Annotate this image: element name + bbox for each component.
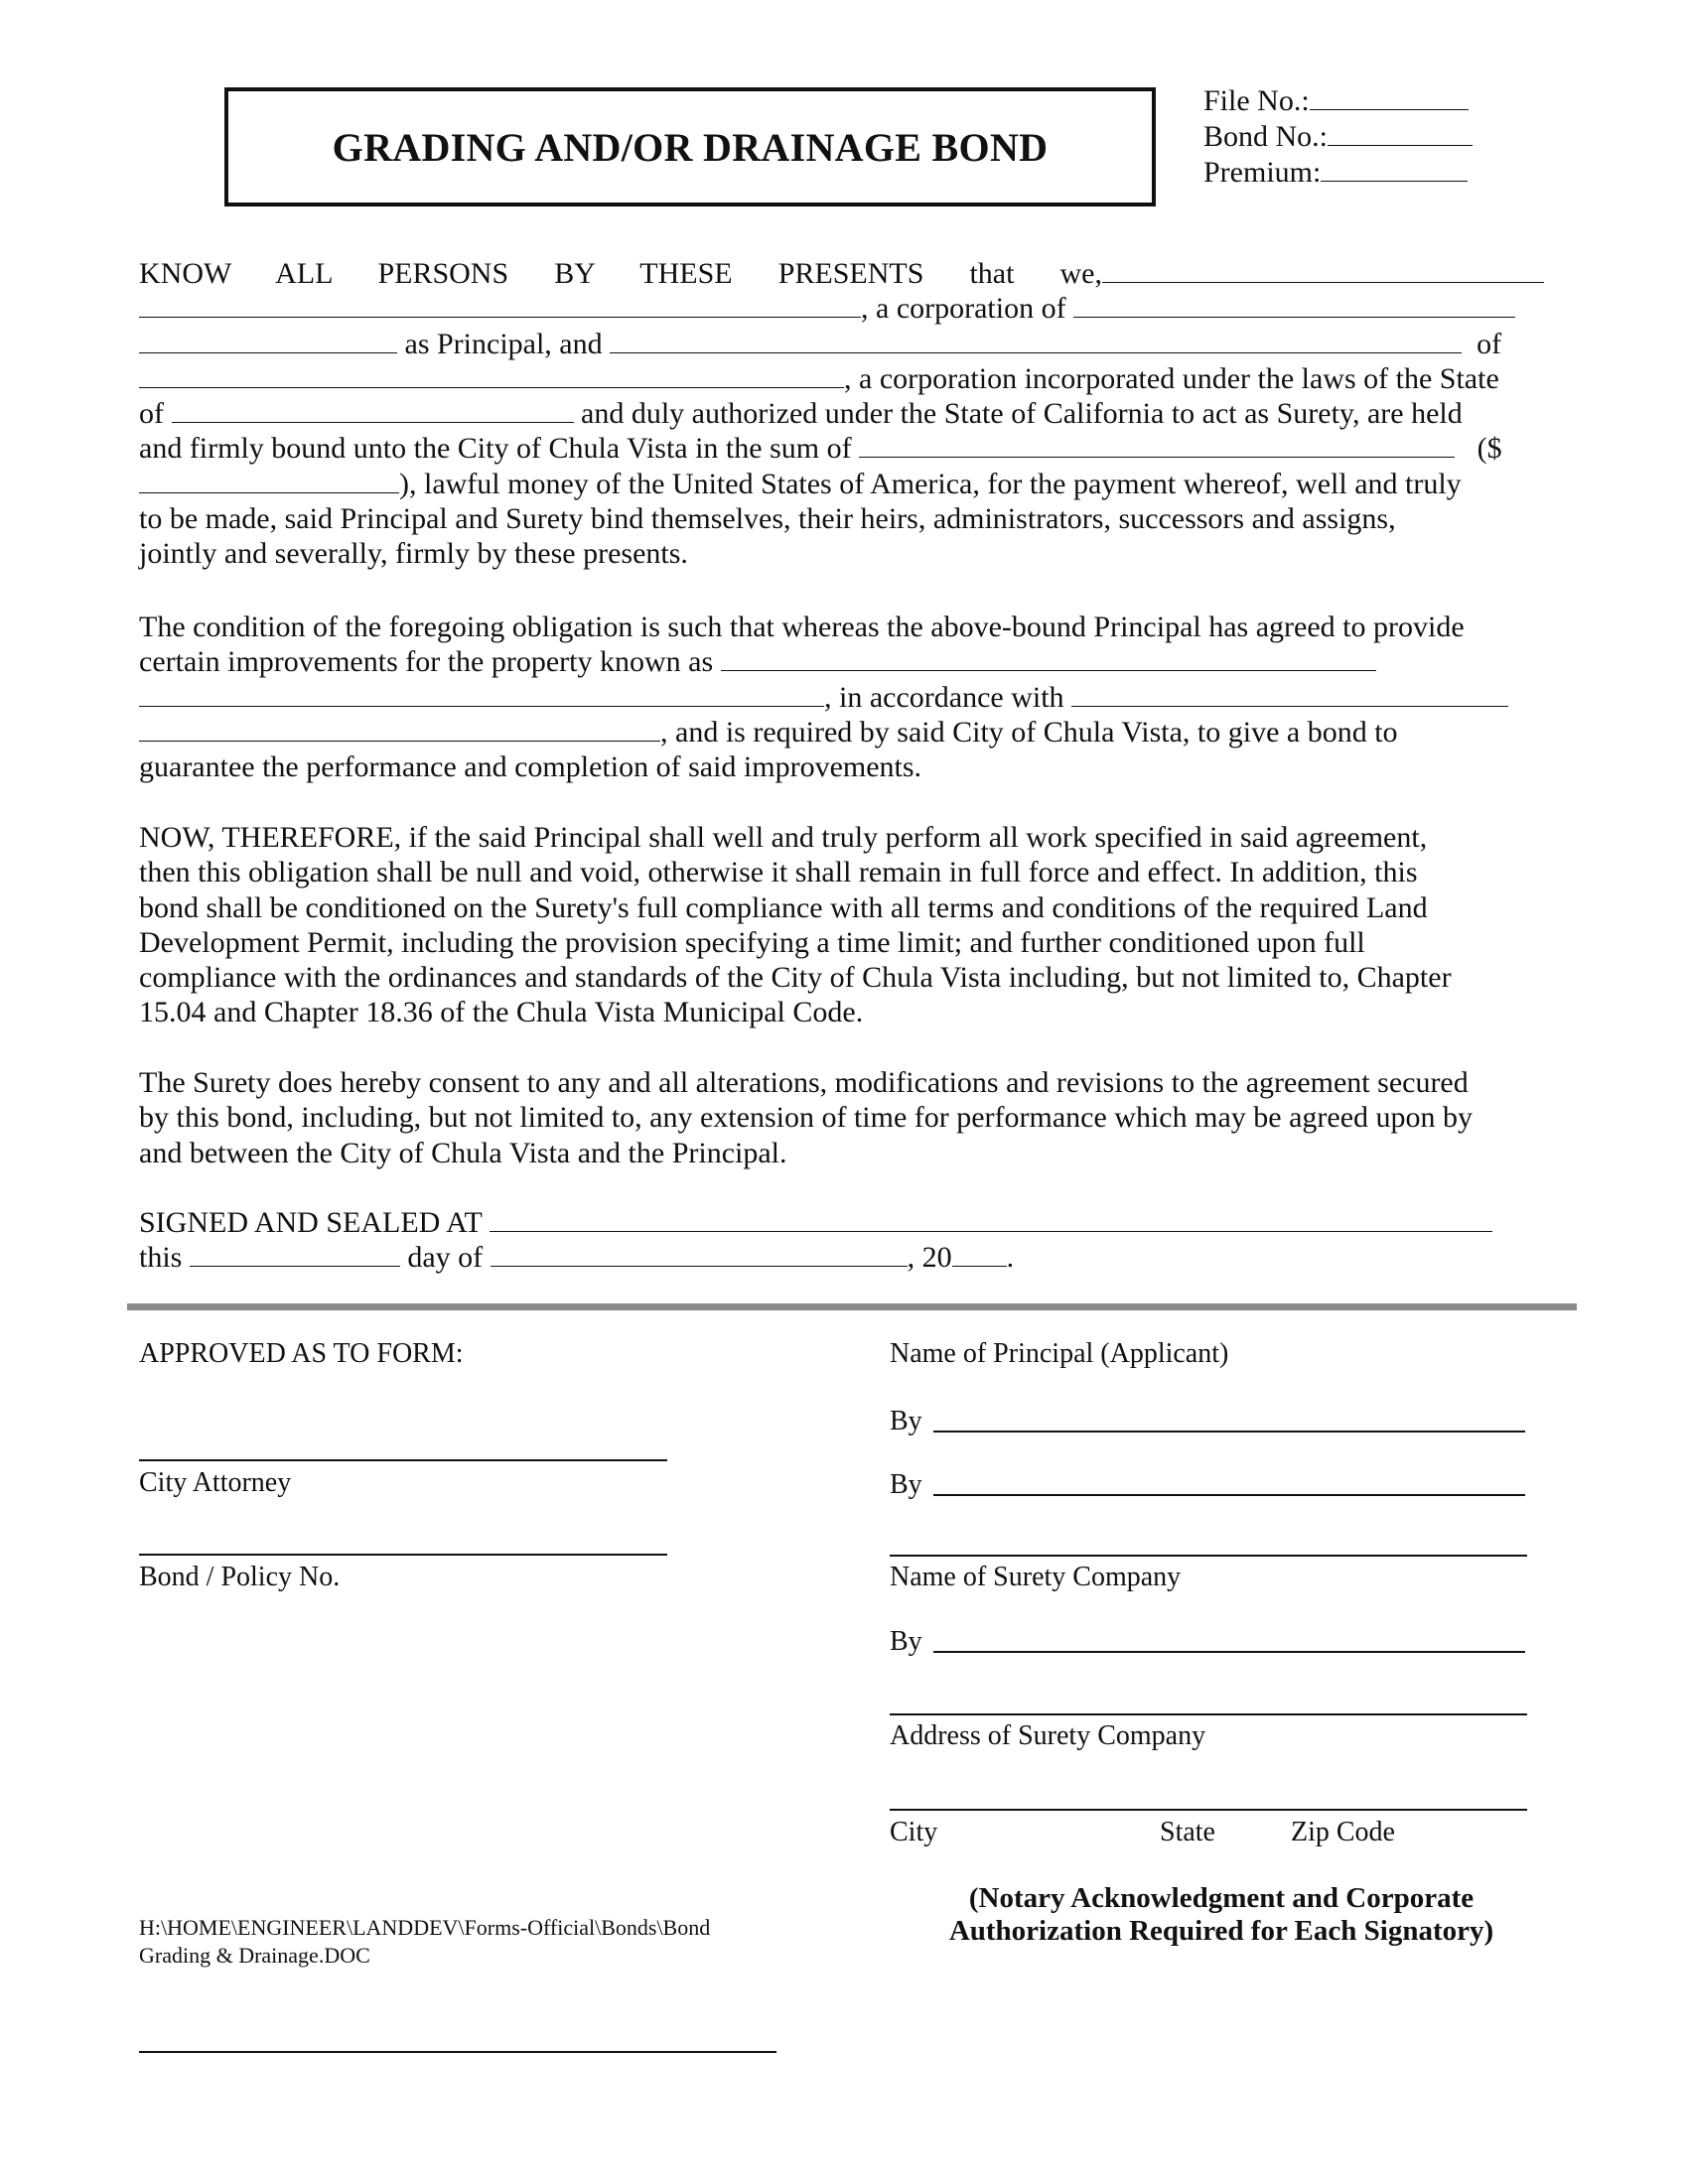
p2-line2-text: certain improvements for the property known as	[139, 645, 714, 679]
by-label-1: By	[890, 1406, 922, 1436]
p3-line2-text: then this obligation shall be null and void, otherwise it shall remain in full force and effect. In addition, this	[139, 856, 1418, 889]
by-label-2: By	[890, 1469, 922, 1500]
p3-line1-text: NOW, THEREFORE, if the said Principal shall well and truly perform all work specified in said agreement,	[139, 821, 1428, 854]
principal-signature-line-2[interactable]	[933, 1494, 1525, 1496]
p4-line1-text: The Surety does hereby consent to any and all alterations, modifications and revisions to the agreement secured	[139, 1066, 1469, 1099]
in-accordance-with-field[interactable]	[1071, 680, 1508, 707]
bond-no-field[interactable]	[1328, 121, 1473, 146]
day-of-label: day of	[407, 1241, 484, 1275]
notary-note	[914, 1882, 1529, 1948]
notary-line-1: (Notary Acknowledgment and Corporate	[968, 1882, 1475, 1914]
p3-line3-text: bond shall be conditioned on the Surety's full compliance with all terms and conditions of the required Land	[139, 890, 1428, 924]
zip-code-label: Zip Code	[1291, 1817, 1395, 1847]
property-known-as-cont-field[interactable]	[139, 680, 824, 707]
principal-name-field[interactable]	[1102, 256, 1544, 283]
p4-line2-text: by this bond, including, but not limited to, any extension of time for performance which may be agreed upon by	[139, 1101, 1474, 1135]
condition-paragraph	[139, 610, 1544, 784]
principal-name-label: Name of Principal (Applicant)	[890, 1338, 1229, 1369]
p1-line1-text: KNOW ALL PERSONS BY THESE PRESENTS that we,	[139, 257, 1102, 290]
year-prefix: , 20	[907, 1241, 952, 1275]
p1-line5a-text: of	[139, 397, 164, 431]
principal-signature-line-1[interactable]	[933, 1431, 1525, 1433]
title-box	[224, 87, 1156, 206]
by-label-3: By	[890, 1626, 922, 1657]
now-therefore-paragraph	[139, 820, 1544, 1030]
file-info	[1203, 83, 1473, 191]
p1-line3b-text: of	[1477, 327, 1502, 360]
bond-no-label: Bond No.:	[1203, 120, 1329, 153]
p1-line7-text: ), lawful money of the United States of America, for the payment whereof, well and truly	[399, 467, 1462, 500]
surety-state-field[interactable]	[172, 396, 574, 423]
p2-line4-text: , and is required by said City of Chula Vista, to give a bond to	[660, 715, 1398, 749]
p2-line5-text: guarantee the performance and completion of said improvements.	[139, 751, 922, 784]
file-no-field[interactable]	[1310, 85, 1469, 110]
principal-state-field[interactable]	[1073, 291, 1515, 318]
approved-as-to-form-label: APPROVED AS TO FORM:	[139, 1338, 464, 1369]
surety-address-line[interactable]	[890, 1713, 1527, 1715]
file-path-line-1: H:\HOME\ENGINEER\LANDDEV\Forms-Official\Bonds\Bond	[139, 1915, 711, 1940]
section-divider	[127, 1303, 1577, 1310]
bond-policy-label: Bond / Policy No.	[139, 1562, 341, 1592]
premium-field[interactable]	[1321, 157, 1468, 182]
surety-name-label: Name of Surety Company	[890, 1562, 1182, 1592]
bond-policy-number-line[interactable]	[139, 1554, 667, 1556]
surety-signature-line[interactable]	[933, 1651, 1525, 1653]
this-label: this	[139, 1241, 183, 1275]
city-attorney-label: City Attorney	[139, 1467, 292, 1498]
signed-location-field[interactable]	[490, 1205, 1492, 1232]
year-field[interactable]	[952, 1240, 1007, 1267]
know-all-persons-paragraph	[139, 256, 1544, 572]
p1-line8-text: to be made, said Principal and Surety bind themselves, their heirs, administrators, successors and assigns,	[139, 502, 1396, 536]
state-label: State	[1160, 1817, 1215, 1847]
p1-line4-text: , a corporation incorporated under the laws of the State	[844, 361, 1499, 395]
file-path-line-2: Grading & Drainage.DOC	[139, 1943, 370, 1968]
p1-line2-text: , a corporation of	[861, 292, 1066, 326]
file-path	[139, 1914, 710, 1970]
surety-address-label: Address of Surety Company	[890, 1720, 1206, 1751]
p2-line3-text: , in accordance with	[824, 680, 1064, 714]
file-no-label: File No.:	[1203, 84, 1310, 117]
principal-name-cont-field[interactable]	[139, 291, 861, 318]
signed-period: .	[1006, 1241, 1015, 1275]
surety-consent-paragraph	[139, 1065, 1544, 1170]
day-field[interactable]	[190, 1240, 400, 1267]
city-state-zip-line[interactable]	[890, 1809, 1527, 1811]
form-title: GRADING AND/OR DRAINAGE BOND	[332, 124, 1049, 170]
surety-name-field[interactable]	[610, 327, 1462, 353]
p1-line6a-text: and firmly bound unto the City of Chula Vista in the sum of	[139, 432, 852, 466]
surety-address-field[interactable]	[139, 361, 844, 388]
surety-name-line[interactable]	[890, 1555, 1527, 1557]
city-label: City	[890, 1817, 938, 1847]
sum-words-field[interactable]	[859, 431, 1455, 458]
p4-line3-text: and between the City of Chula Vista and the Principal.	[139, 1136, 787, 1169]
property-known-as-field[interactable]	[721, 644, 1376, 671]
p3-line5-text: compliance with the ordinances and standards of the City of Chula Vista including, but not limited to, Chapter	[139, 961, 1452, 995]
p1-line3a-text: as Principal, and	[404, 327, 603, 360]
footer-rule	[139, 2051, 776, 2053]
premium-label: Premium:	[1203, 156, 1322, 189]
p1-line6b-text: ($	[1477, 432, 1502, 466]
sum-amount-field[interactable]	[139, 467, 399, 493]
p3-line4-text: Development Permit, including the provision specifying a time limit; and further conditioned upon full	[139, 925, 1365, 959]
p1-line5b-text: and duly authorized under the State of California to act as Surety, are held	[581, 397, 1463, 431]
p2-line1-text: The condition of the foregoing obligation is such that whereas the above-bound Principal has agreed to provide	[139, 611, 1465, 643]
principal-state-cont-field[interactable]	[139, 327, 397, 353]
in-accordance-with-cont-field[interactable]	[139, 715, 660, 742]
notary-line-2: Authorization Required for Each Signatory)	[948, 1915, 1494, 1947]
city-attorney-signature-line[interactable]	[139, 1459, 667, 1461]
month-field[interactable]	[491, 1240, 908, 1267]
p1-line9-text: jointly and severally, firmly by these presents.	[139, 537, 688, 571]
signed-sealed-label: SIGNED AND SEALED AT	[139, 1206, 483, 1239]
p3-line6-text: 15.04 and Chapter 18.36 of the Chula Vista Municipal Code.	[139, 996, 864, 1029]
signed-and-sealed	[139, 1205, 1544, 1276]
